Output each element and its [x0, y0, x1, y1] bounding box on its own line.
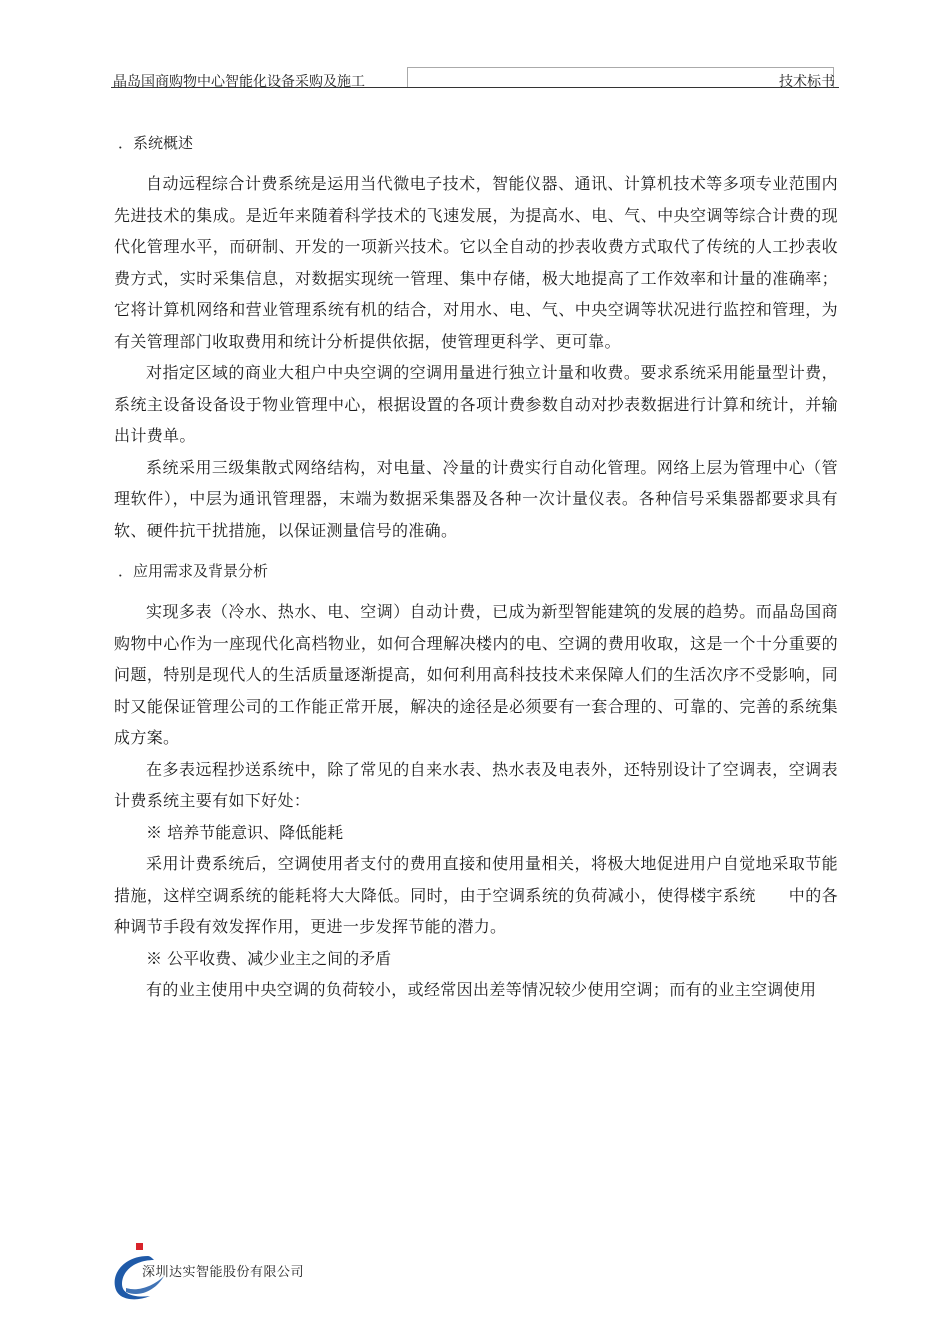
benefit-text-fairness: 有的业主使用中央空调的负荷较小，或经常因出差等情况较少使用空调；而有的业主空调使用 [146, 980, 817, 999]
benefit-heading-fairness: ※ 公平收费、减少业主之间的矛盾 [146, 948, 392, 968]
header-frame [407, 67, 834, 87]
requirements-paragraph-1: 实现多表（冷水、热水、电、空调）自动计费，已成为新型智能建筑的发展的趋势。而晶岛国商购物中心作为一座现代化高档物业，如何合理解决楼内的电、空调的费用收取，这是一个十分重要的问题，特别是现代人的生活质量逐渐提高，如何利用高科技技术来保障人们的生活次序不受影响，同时又能保证管理公司的工作能正常开展，解决的途径是必须要有一套合理的、可靠的、完善的系统集成方案。 [114, 602, 838, 747]
overview-paragraph-2: 对指定区域的商业大租户中央空调的空调用量进行独立计量和收费。要求系统采用能量型计费，系统主设备设备设于物业管理中心，根据设置的各项计费参数自动对抄表数据进行计算和统计，并输出计费单。 [114, 363, 838, 445]
page-footer [108, 1240, 428, 1310]
section-title-overview: ．系统概述 [118, 134, 194, 152]
benefit-heading-energy: ※ 培养节能意识、降低能耗 [146, 822, 344, 842]
header-divider [111, 87, 839, 88]
footer-company-name: 深圳达实智能股份有限公司 [142, 1265, 305, 1280]
logo-square [136, 1243, 143, 1250]
benefit-text-energy: 采用计费系统后，空调使用者支付的费用直接和使用量相关，将极大地促进用户自觉地采取节能措施，这样空调系统的能耗将大大降低。同时，由于空调系统的负荷减小，使得楼宇系统 中的各种调节手段有效发挥作用，更进一步发挥节能的潜力。 [114, 854, 838, 936]
header-document-type: 技术标书 [779, 74, 835, 90]
requirements-paragraph-2: 在多表远程抄送系统中，除了常见的自来水表、热水表及电表外，还特别设计了空调表，空调表计费系统主要有如下好处： [114, 759, 838, 810]
overview-paragraph-1: 自动远程综合计费系统是运用当代微电子技术，智能仪器、通讯、计算机技术等多项专业范围内先进技术的集成。是近年来随着科学技术的飞速发展，为提高水、电、气、中央空调等综合计费的现代化管理水平，而研制、开发的一项新兴技术。它以全自动的抄表收费方式取代了传统的人工抄表收费方式，实时采集信息，对数据实现统一管理、集中存储，极大地提高了工作效率和计量的准确率；它将计算机网络和营业管理系统有机的结合，对用水、电、气、中央空调等状况进行监控和管理，为有关管理部门收取费用和统计分析提供依据，使管理更科学、更可靠。 [114, 174, 838, 351]
document-body [114, 126, 838, 1006]
header-project-title: 晶岛国商购物中心智能化设备采购及施工 [113, 74, 365, 90]
page-header [111, 66, 839, 88]
overview-paragraph-3: 系统采用三级集散式网络结构，对电量、冷量的计费实行自动化管理。网络上层为管理中心（管理软件），中层为通讯管理器，末端为数据采集器及各种一次计量仪表。各种信号采集器都要求具有软、硬件抗干扰措施，以保证测量信号的准确。 [114, 457, 838, 540]
section-title-requirements: ．应用需求及背景分析 [118, 562, 269, 580]
